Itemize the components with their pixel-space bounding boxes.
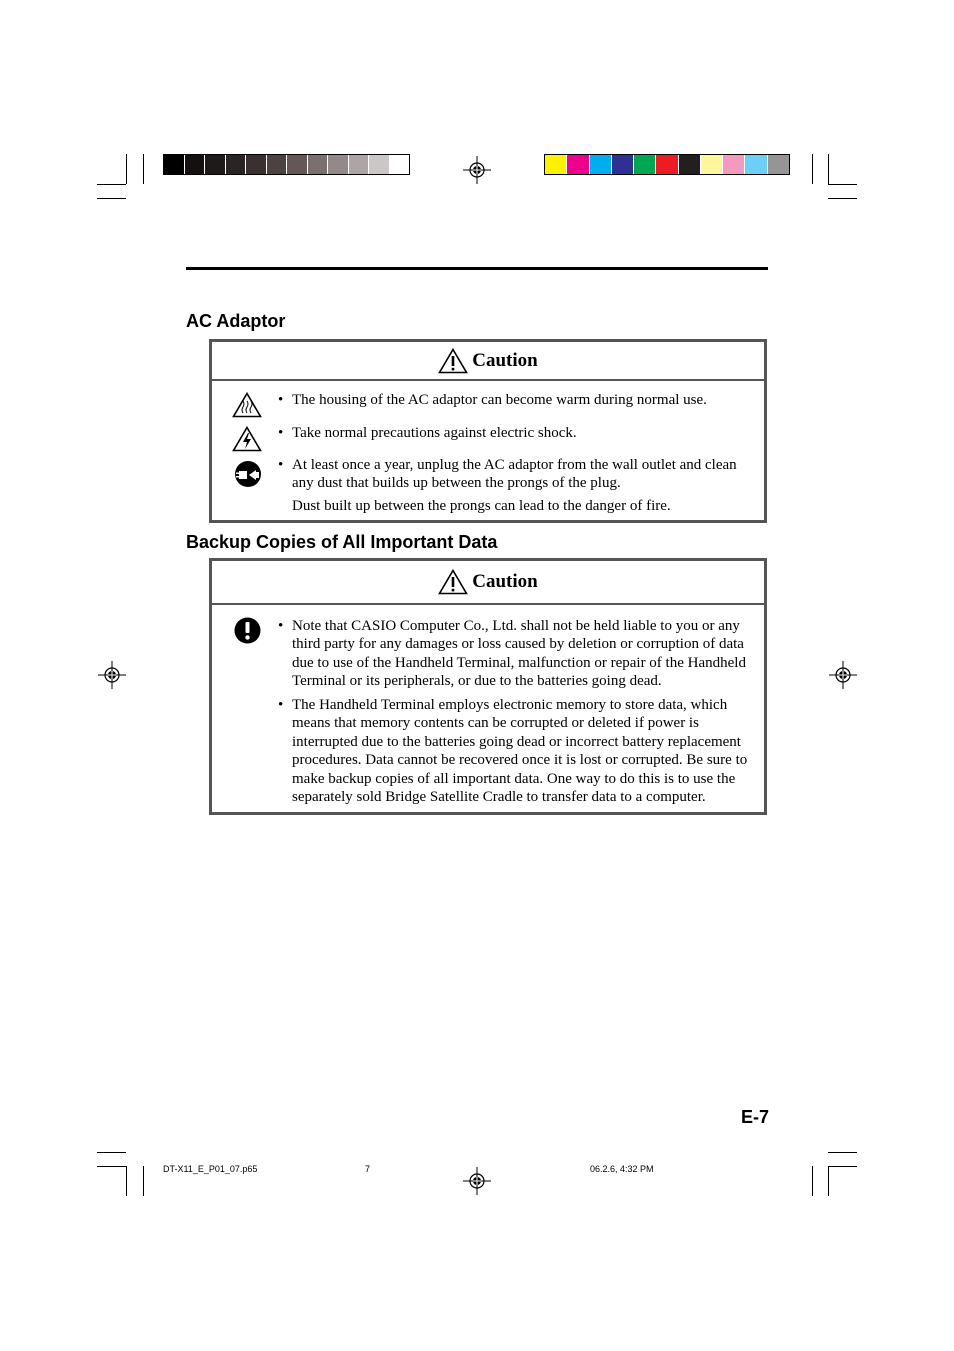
color-swatch: [308, 155, 329, 174]
footer-timestamp: 06.2.6, 4:32 PM: [590, 1164, 654, 1174]
color-swatch: [634, 155, 656, 174]
crop-mark: [126, 154, 127, 184]
color-swatch: [205, 155, 226, 174]
list-item: [278, 696, 752, 806]
color-swatch: [590, 155, 612, 174]
list-item: [278, 424, 752, 442]
section-title-backup-copies: Backup Copies of All Important Data: [186, 532, 498, 552]
registration-mark-icon: [463, 1167, 491, 1195]
color-swatch: [226, 155, 247, 174]
list-item: [278, 391, 752, 409]
crop-mark: [143, 154, 144, 184]
color-swatch: [567, 155, 589, 174]
footer-filename: DT-X11_E_P01_07.p65: [163, 1164, 258, 1174]
warning-triangle-icon: [438, 348, 468, 374]
electric-shock-icon: [232, 426, 262, 452]
color-swatch: [679, 155, 701, 174]
mandatory-icon: [234, 617, 261, 644]
crop-mark: [828, 1166, 829, 1196]
list-item: [278, 456, 752, 515]
color-swatch: [745, 155, 767, 174]
crop-mark: [812, 154, 813, 184]
page-number: E-7: [741, 1107, 770, 1127]
color-swatch: [246, 155, 267, 174]
color-swatch: [164, 155, 185, 174]
caution-label: Caution: [472, 349, 538, 371]
crop-mark: [97, 1152, 126, 1153]
color-swatch: [545, 155, 567, 174]
hot-surface-icon: [232, 392, 262, 418]
color-swatch: [612, 155, 634, 174]
item-text: Note that CASIO Computer Co., Ltd. shall not be held liable to you or any third party for any damages or loss caused by deletion or corruption of data due to use of the Handheld Terminal, malfunction or repair of the Handheld Terminal or its peripherals, or due to the batteries going dead.: [292, 618, 746, 690]
crop-mark: [97, 198, 126, 199]
unplug-icon: [234, 460, 262, 488]
bullet: •: [278, 697, 284, 713]
color-swatch: [701, 155, 723, 174]
registration-mark-icon: [98, 661, 126, 689]
color-swatch: [723, 155, 745, 174]
color-swatch: [328, 155, 349, 174]
crop-mark: [828, 198, 857, 199]
list-item: [278, 617, 752, 691]
registration-mark-icon: [463, 156, 491, 184]
item-note: Dust built up between the prongs can lead to the danger of fire.: [292, 497, 671, 514]
crop-mark: [828, 154, 829, 184]
caution-box-backup: [209, 558, 767, 815]
gray-calibration-bar: [163, 154, 410, 175]
warning-triangle-icon: [438, 569, 468, 595]
color-swatch: [349, 155, 370, 174]
bullet: •: [278, 618, 284, 634]
header-rule: [186, 267, 768, 270]
color-calibration-bar: [544, 154, 790, 175]
item-text: At least once a year, unplug the AC adaptor from the wall outlet and clean any dust that builds up between the prongs of the plug.: [292, 457, 737, 492]
registration-mark-icon: [829, 661, 857, 689]
crop-mark: [828, 1152, 857, 1153]
item-text: Take normal precautions against electric shock.: [292, 425, 577, 441]
section-title-ac-adaptor: AC Adaptor: [186, 311, 286, 331]
caution-box-ac-adaptor: [209, 339, 767, 523]
crop-mark: [828, 184, 857, 185]
caution-header: [212, 342, 764, 381]
color-swatch: [656, 155, 678, 174]
caution-header: [212, 561, 764, 605]
color-swatch: [185, 155, 206, 174]
crop-mark: [97, 1166, 126, 1167]
color-swatch: [768, 155, 789, 174]
color-swatch: [267, 155, 288, 174]
color-swatch: [369, 155, 390, 174]
bullet: •: [278, 392, 284, 408]
bullet: •: [278, 425, 284, 441]
footer-page: 7: [365, 1164, 371, 1174]
crop-mark: [143, 1166, 144, 1196]
crop-mark: [97, 184, 126, 185]
caution-label: Caution: [472, 571, 538, 592]
color-swatch: [390, 155, 410, 174]
crop-mark: [812, 1166, 813, 1196]
crop-mark: [126, 1166, 127, 1196]
color-swatch: [287, 155, 308, 174]
item-text: The Handheld Terminal employs electronic memory to store data, which means that memory contents can be corrupted or deleted if power is interrupted due to the batteries going dead or incorrect battery replacement procedures. Data cannot be recovered once it is lost or corrupted. Be sure to make backup copies of all important data. One way to do this is to use the separately sold Bridge Satellite Cradle to transfer data to a computer.: [292, 697, 748, 806]
bullet: •: [278, 457, 284, 473]
crop-mark: [828, 1166, 857, 1167]
item-text: The housing of the AC adaptor can become warm during normal use.: [292, 392, 707, 408]
